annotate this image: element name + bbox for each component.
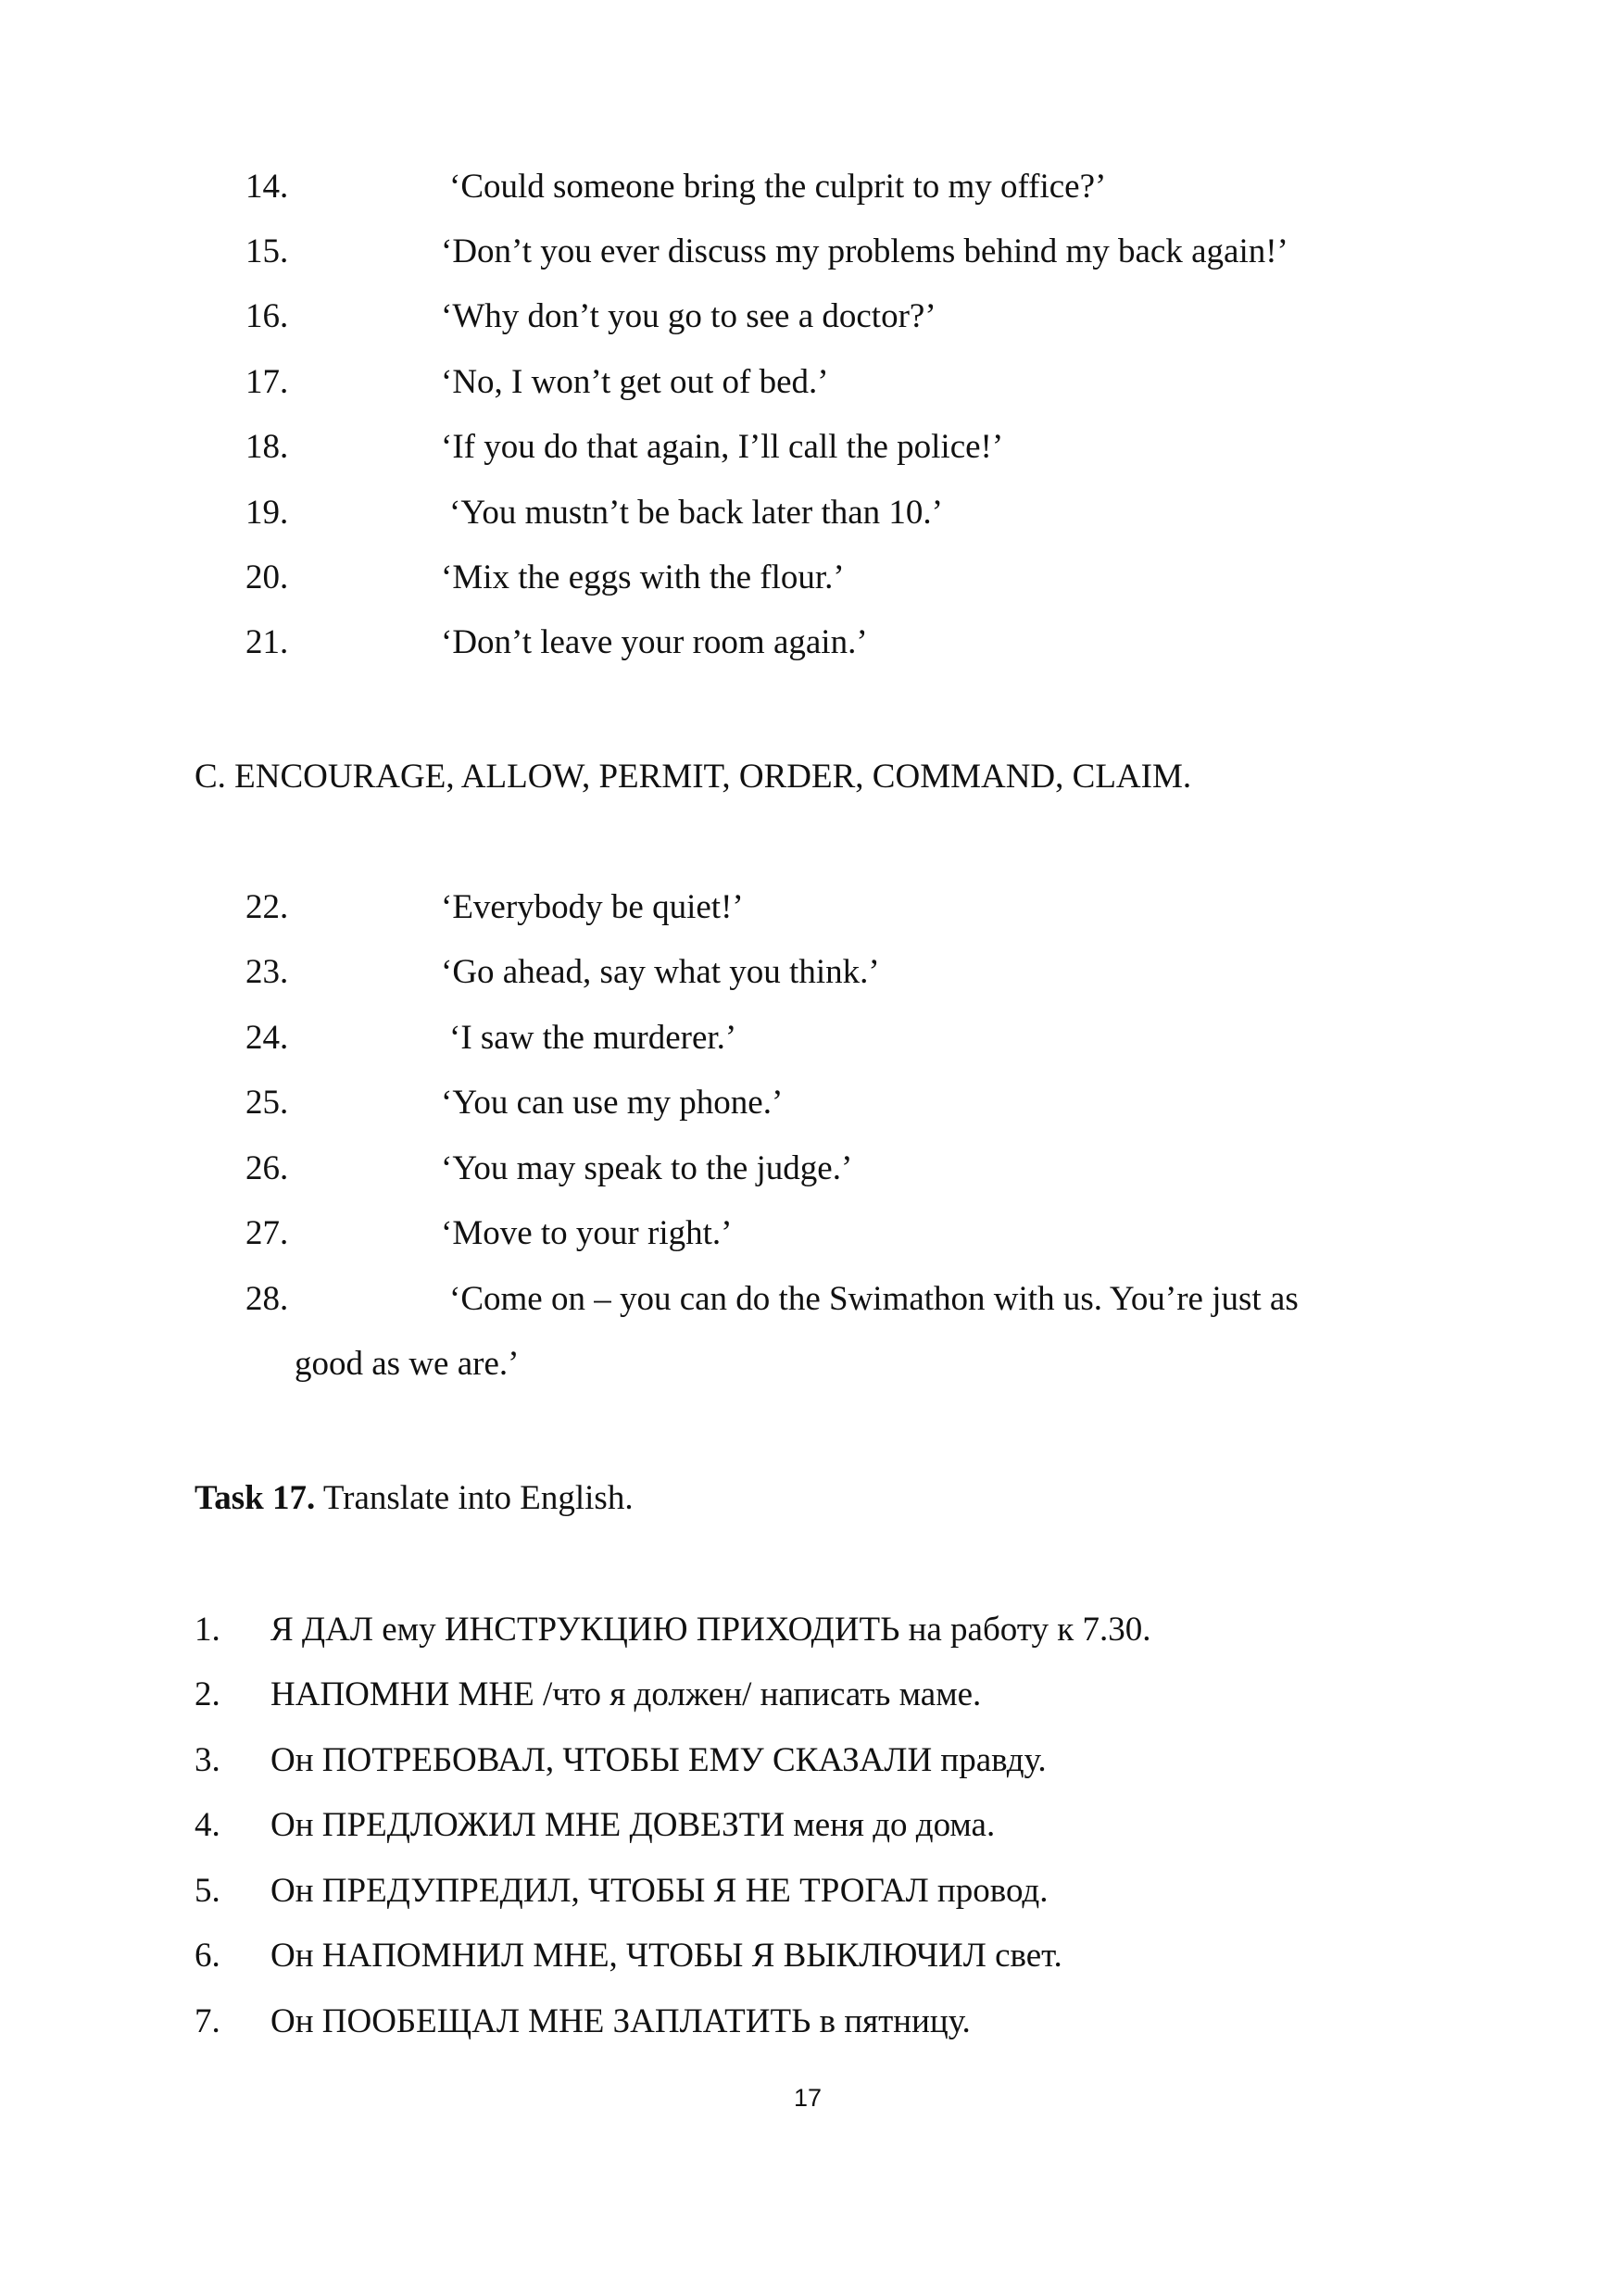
item-number: 1. <box>195 1611 220 1649</box>
item-text: ‘You can use my phone.’ <box>441 1084 784 1122</box>
item-text: Я ДАЛ ему ИНСТРУКЦИЮ ПРИХОДИТЬ на работу к 7.30. <box>270 1611 1151 1649</box>
item-text: ‘You may speak to the judge.’ <box>441 1149 853 1187</box>
item-text: Он ПОТРЕБОВАЛ, ЧТОБЫ ЕМУ СКАЗАЛИ правду. <box>270 1741 1047 1779</box>
item-number: 20. <box>245 558 289 596</box>
item-number: 19. <box>245 494 289 532</box>
item-text: ‘Don’t leave your room again.’ <box>441 623 868 661</box>
task-instruction: Translate into English. <box>315 1479 634 1517</box>
item-text-continuation: good as we are.’ <box>295 1345 520 1383</box>
item-text: Он ПРЕДУПРЕДИЛ, ЧТОБЫ Я НЕ ТРОГАЛ провод. <box>270 1872 1049 1910</box>
item-text: ‘Don’t you ever discuss my problems behind my back again!’ <box>441 232 1288 270</box>
item-number: 17. <box>245 363 289 401</box>
task-label: Task 17. <box>195 1479 316 1517</box>
item-text: ‘Could someone bring the culprit to my office?’ <box>449 168 1107 206</box>
item-text: ‘Why don’t you go to see a doctor?’ <box>441 297 936 335</box>
item-number: 24. <box>245 1019 289 1057</box>
item-number: 7. <box>195 2002 220 2040</box>
item-text: ‘You mustn’t be back later than 10.’ <box>449 494 943 532</box>
item-text: ‘Go ahead, say what you think.’ <box>441 953 880 991</box>
item-number: 21. <box>245 623 289 661</box>
item-text: НАПОМНИ МНЕ /что я должен/ написать маме. <box>270 1675 982 1713</box>
item-number: 2. <box>195 1675 220 1713</box>
item-number: 5. <box>195 1872 220 1910</box>
item-text: Он ПООБЕЩАЛ МНЕ ЗАПЛАТИТЬ в пятницу. <box>270 2002 971 2040</box>
task-heading <box>195 1478 634 1519</box>
item-number: 15. <box>245 232 289 270</box>
item-number: 26. <box>245 1149 289 1187</box>
item-number: 4. <box>195 1806 220 1844</box>
item-text: ‘Come on – you can do the Swimathon with us. You’re just as <box>449 1280 1299 1318</box>
item-number: 23. <box>245 953 289 991</box>
item-text: Он ПРЕДЛОЖИЛ МНЕ ДОВЕЗТИ меня до дома. <box>270 1806 996 1844</box>
item-number: 22. <box>245 888 289 926</box>
section-c-heading: C. ENCOURAGE, ALLOW, PERMIT, ORDER, COMMAND, CLAIM. <box>195 758 1192 796</box>
item-text: ‘I saw the murderer.’ <box>449 1019 737 1057</box>
page-number: 17 <box>794 2084 823 2112</box>
item-text: Он НАПОМНИЛ МНЕ, ЧТОБЫ Я ВЫКЛЮЧИЛ свет. <box>270 1937 1062 1975</box>
item-number: 18. <box>245 428 289 466</box>
item-number: 6. <box>195 1937 220 1975</box>
item-number: 25. <box>245 1084 289 1122</box>
item-number: 3. <box>195 1741 220 1779</box>
item-text: ‘Move to your right.’ <box>441 1214 733 1252</box>
item-text: ‘Everybody be quiet!’ <box>441 888 744 926</box>
item-text: ‘If you do that again, I’ll call the police!’ <box>441 428 1004 466</box>
item-number: 28. <box>245 1280 289 1318</box>
item-number: 27. <box>245 1214 289 1252</box>
item-text: ‘No, I won’t get out of bed.’ <box>441 363 829 401</box>
item-text: ‘Mix the eggs with the flour.’ <box>441 558 845 596</box>
item-number: 16. <box>245 297 289 335</box>
item-number: 14. <box>245 168 289 206</box>
